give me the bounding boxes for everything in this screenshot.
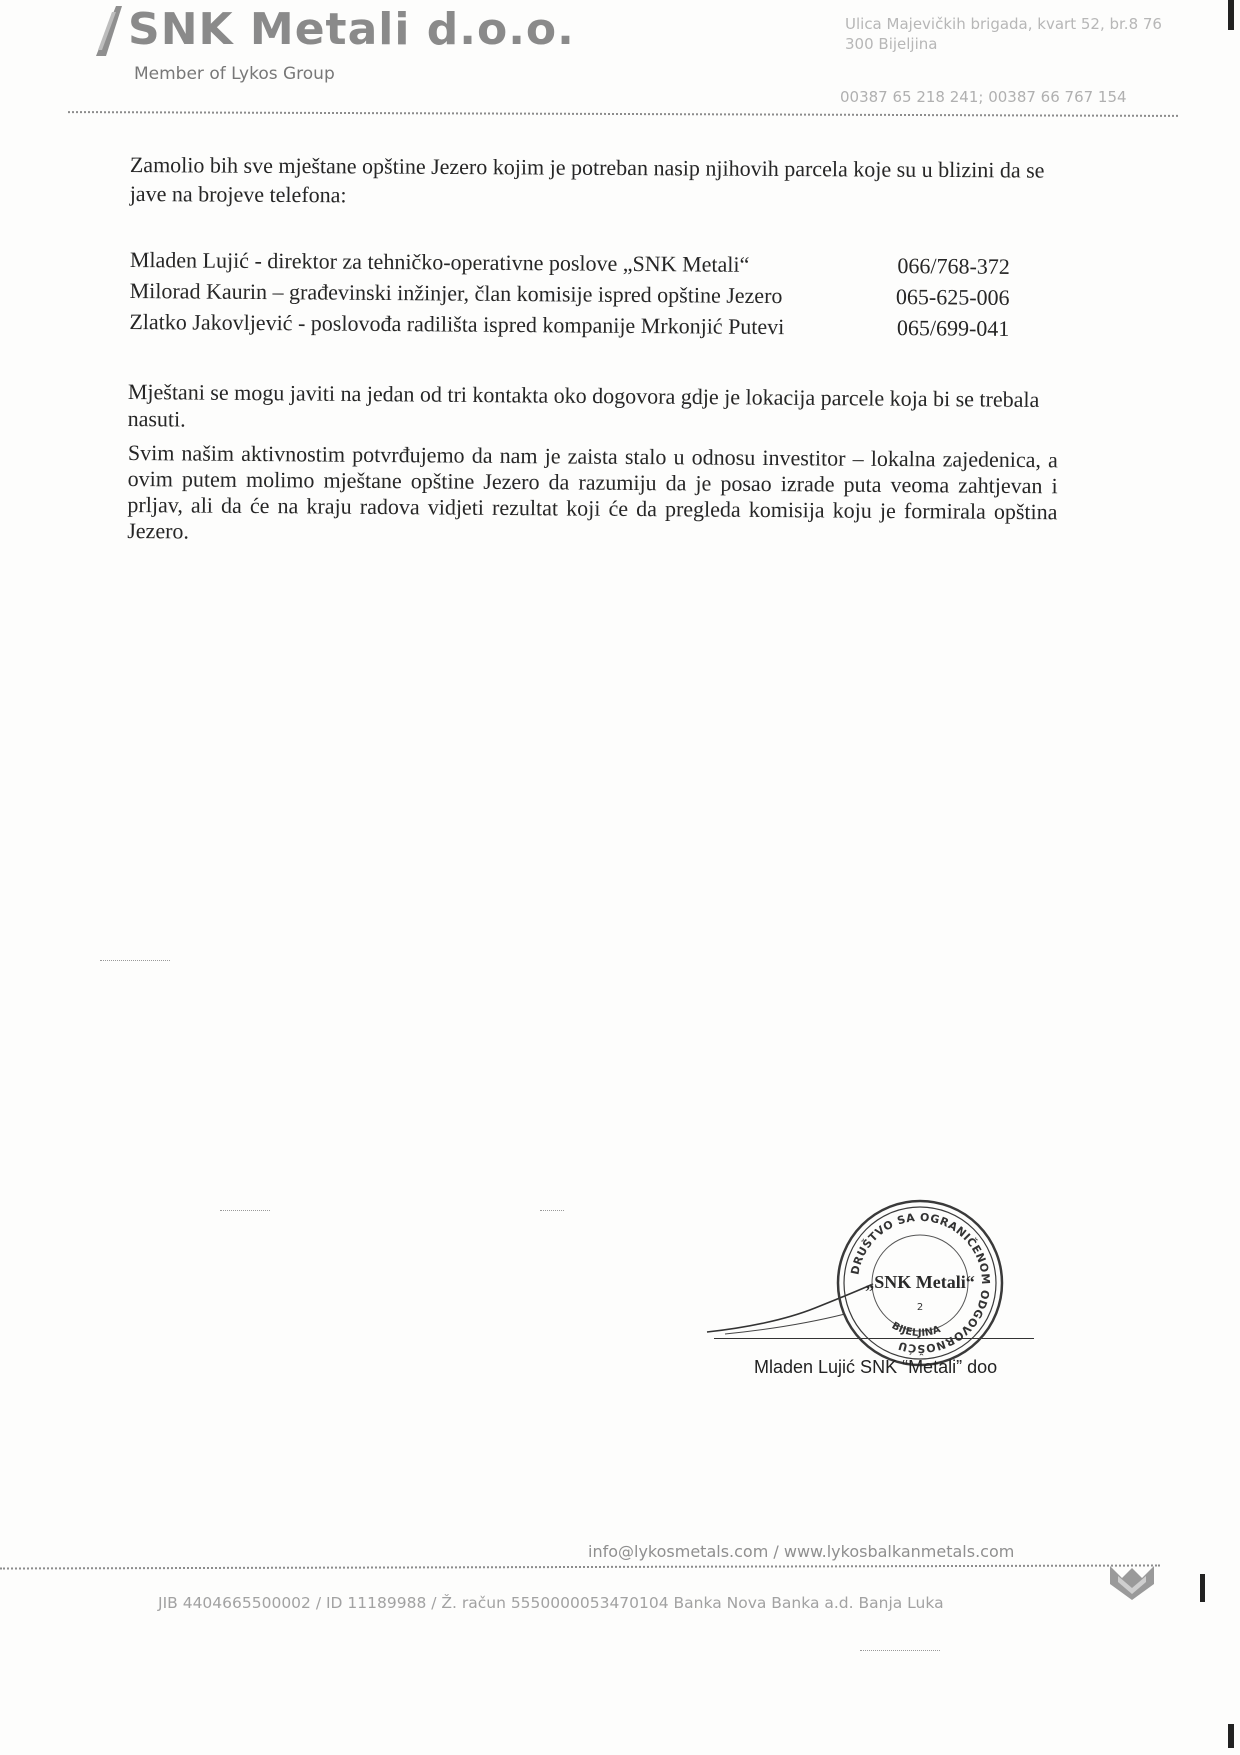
stamp-city-text: BIJELJINA <box>889 1320 943 1339</box>
company-address: Ulica Majevičkih brigada, kvart 52, br.8 76 300 Bijeljina <box>845 15 1162 53</box>
footer-divider <box>0 1564 1160 1569</box>
scan-speck <box>100 960 170 962</box>
contact-phone: 066/768-372 <box>897 253 1010 279</box>
scan-speck <box>220 1210 270 1212</box>
company-stamp-icon <box>835 1198 1005 1368</box>
intro-paragraph: Zamolio bih sve mještane opštine Jezero kojim je potreban nasip njihovih parcela koje su u blizini da se jave na brojeve telefona: <box>129 151 1045 208</box>
contact-phone: 065/699-041 <box>896 315 1010 341</box>
scan-edge-mark <box>1228 1724 1234 1748</box>
header-divider <box>68 111 1178 117</box>
signer-name: Mladen Lujić SNK “Metali” doo <box>754 1357 998 1377</box>
svg-text:BIJELJINA <box>890 1320 943 1339</box>
stamp-ring-text: DRUŠTVO SA OGRANIČENOM ODGOVORNOŠĆU <box>848 1210 993 1356</box>
contact-name: Mladen Lujić - direktor za tehničko-operativne poslove „SNK Metali“ <box>129 246 750 277</box>
closing-paragraph: Svim našim aktivnostim potvrđujemo da nam je zaista stalo u odnosu investitor – lokalna zajedenica, a ovim putem molimo mještane opštine Jezero da razumiju da je posao izrade puta veoma zahtjevan i prljav, ali da će na kraju radova vidjeti rezultat koji će da pregleda komisija koju je formirala opština Jezero. <box>127 440 1058 544</box>
contact-phone: 065-625-006 <box>895 284 1010 310</box>
stamp-number: 2 <box>916 1302 924 1313</box>
scan-edge-mark <box>1200 1574 1205 1602</box>
contact-list <box>129 244 1010 344</box>
footer-contact: info@lykosmetals.com / www.lykosbalkanmetals.com <box>588 1542 1015 1561</box>
lykos-logo-icon <box>1108 1562 1156 1602</box>
company-group: Member of Lykos Group <box>134 64 335 84</box>
scan-speck <box>860 1650 940 1652</box>
company-phones: 00387 65 218 241; 00387 66 767 154 <box>840 88 1127 106</box>
scan-speck <box>540 1210 564 1212</box>
contact-row <box>129 306 1009 344</box>
stamp-center-text: „SNK Metali“ <box>865 1272 975 1292</box>
contact-name: Milorad Kaurin – građevinski inžinjer, član komisije ispred opštine Jezero <box>129 277 783 309</box>
contact-name: Zlatko Jakovljević - poslovođa radilišta ispred kompanije Mrkonjić Putevi <box>129 308 785 340</box>
footer-legal-info: JIB 4404665500002 / ID 11189988 / Ž. račun 5550000053470104 Banka Nova Banka a.d. Banja Luka <box>158 1594 944 1612</box>
company-name: SNK Metali d.o.o. <box>128 4 575 55</box>
contact-instructions-paragraph: Mještani se mogu javiti na jedan od tri kontakta oko dogovora gdje je lokacija parcele koja bi se trebala nasuti. <box>127 378 1040 432</box>
company-logo-icon <box>92 6 122 56</box>
scan-edge-mark <box>1228 0 1234 30</box>
